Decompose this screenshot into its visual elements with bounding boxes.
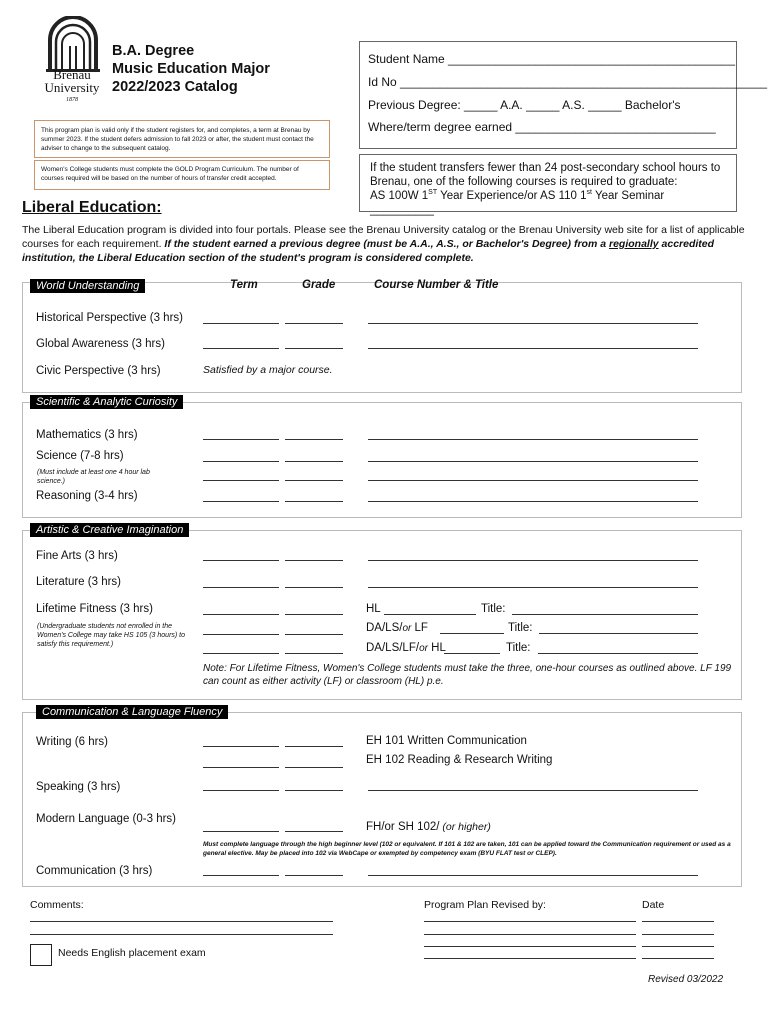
req-reasoning: Reasoning (3-4 hrs) [36, 490, 138, 502]
req-language: Modern Language (0-3 hrs) [36, 813, 176, 825]
term-field[interactable] [203, 480, 279, 481]
grade-field[interactable] [285, 323, 343, 324]
column-grade: Grade [302, 279, 336, 291]
grade-field[interactable] [285, 461, 343, 462]
grade-field[interactable] [285, 348, 343, 349]
liberal-education-intro: The Liberal Education program is divided into four portals. Please see the Brenau University catalog or the Brenau University web site for a list of applicable courses for each requirement. If the student earned a previous degree (must be A.A., A.S., or Bachelor's Degree) from a regionally accredited institution, the Liberal Education section of the student's program is considered complete. [22, 224, 745, 264]
term-field[interactable] [203, 653, 279, 654]
date-field[interactable] [642, 946, 714, 947]
term-field[interactable] [203, 746, 279, 747]
revised-by-field[interactable] [424, 958, 636, 959]
term-field[interactable] [203, 831, 279, 832]
science-note: (Must include at least one 4 hour lab science.) [37, 469, 150, 485]
course-field[interactable] [368, 587, 698, 588]
logo-wordmark: Brenau University [44, 67, 100, 95]
dals-course-field[interactable] [440, 633, 504, 634]
req-historical: Historical Perspective (3 hrs) [36, 312, 183, 324]
req-speaking: Speaking (3 hrs) [36, 781, 121, 793]
grade-field[interactable] [285, 560, 343, 561]
dals-title-field[interactable] [539, 633, 698, 634]
dalslf-title-label: Title: [506, 642, 531, 654]
fitness-note: (Undergraduate students not enrolled in the Women's College may take HS 105 (3 hours) to satisfy this requirement.) [37, 623, 186, 648]
civic-note: Satisfied by a major course. [203, 364, 333, 376]
brenau-arch-logo-icon [38, 16, 108, 72]
course-field[interactable] [368, 348, 698, 349]
womens-college-note: Women's College students must complete the GOLD Program Curriculum. The number of courses required will be based on the number of hours of transfer credit accepted. [34, 160, 330, 190]
hl-course-field[interactable] [384, 614, 476, 615]
fitness-footnote: Note: For Lifetime Fitness, Women's College students must take the three, one-hour courses as outlined above. LF 199 can count as either activity (LF) or classroom (HL) p.e. [203, 663, 732, 687]
term-field[interactable] [203, 439, 279, 440]
course-field[interactable] [368, 480, 698, 481]
date-field[interactable] [642, 958, 714, 959]
transfer-requirement-box: If the student transfers fewer than 24 post-secondary school hours to Brenau, one of the following courses is required to graduate: AS 100W 1ST Year Experience/or AS 110 1st Year Seminar __________ [359, 154, 737, 212]
grade-field[interactable] [285, 653, 343, 654]
portal-artistic: Artistic & Creative Imagination [30, 523, 189, 537]
portal-communication: Communication & Language Fluency [36, 705, 228, 719]
revision-date: Revised 03/2022 [648, 974, 724, 985]
term-field[interactable] [203, 348, 279, 349]
previous-degree-field[interactable]: Previous Degree: _____ A.A. _____ A.S. _____ Bachelor's [368, 98, 681, 112]
language-note: Must complete language through the high beginner level (102 or equivalent. If 101 & 102 are taken, 101 can be applied toward the Communication requirement or used as a general elective. May be placed into 102 via WebCape or exempted by competency exam (BYU FLAT test or CLEP). [203, 841, 731, 857]
term-field[interactable] [203, 790, 279, 791]
course-field[interactable] [368, 439, 698, 440]
revised-by-field[interactable] [424, 934, 636, 935]
liberal-education-heading: Liberal Education: [22, 199, 162, 216]
course-field[interactable] [368, 461, 698, 462]
grade-field[interactable] [285, 587, 343, 588]
logo-year: 1878 [66, 97, 78, 103]
course-field[interactable] [368, 790, 698, 791]
req-literature: Literature (3 hrs) [36, 576, 122, 588]
dalslf-title-field[interactable] [538, 653, 698, 654]
grade-field[interactable] [285, 767, 343, 768]
term-field[interactable] [203, 587, 279, 588]
comments-field[interactable] [30, 934, 333, 935]
column-term: Term [230, 279, 258, 291]
grade-field[interactable] [285, 634, 343, 635]
fh-sh-label: FH/or SH 102/ (or higher) [366, 821, 491, 833]
column-course: Course Number & Title [374, 279, 499, 291]
grade-field[interactable] [285, 480, 343, 481]
hl-label: HL [366, 603, 381, 615]
eh102-label: EH 102 Reading & Research Writing [366, 754, 553, 766]
revised-by-field[interactable] [424, 921, 636, 922]
dals-title-label: Title: [508, 622, 533, 634]
course-field[interactable] [368, 501, 698, 502]
plan-validity-note: This program plan is valid only if the student registers for, and completes, a term at Brenau by summer 2023. If the student defers admission to fall 2023 or after, the student must contact the adviser to change to the subsequent catalog. [34, 120, 330, 158]
term-field[interactable] [203, 614, 279, 615]
hl-title-label: Title: [481, 603, 506, 615]
grade-field[interactable] [285, 614, 343, 615]
req-fitness: Lifetime Fitness (3 hrs) [36, 603, 153, 615]
student-info-box [359, 41, 768, 149]
grade-field[interactable] [285, 790, 343, 791]
grade-field[interactable] [285, 831, 343, 832]
term-field[interactable] [203, 461, 279, 462]
portal-scientific: Scientific & Analytic Curiosity [30, 395, 183, 409]
term-field[interactable] [203, 323, 279, 324]
page-title: B.A. Degree Music Education Major 2022/2023 Catalog [112, 43, 270, 95]
date-field[interactable] [642, 921, 714, 922]
portal-world-understanding: World Understanding [30, 279, 145, 293]
date-label: Date [642, 899, 665, 911]
degree-earned-field[interactable]: Where/term degree earned ______________________________ [368, 120, 716, 134]
english-placement-label: Needs English placement exam [58, 947, 206, 959]
grade-field[interactable] [285, 746, 343, 747]
req-civic: Civic Perspective (3 hrs) [36, 365, 161, 377]
term-field[interactable] [203, 767, 279, 768]
grade-field[interactable] [285, 501, 343, 502]
student-name-field[interactable]: Student Name ___________________________________________ [368, 52, 736, 66]
grade-field[interactable] [285, 875, 343, 876]
grade-field[interactable] [285, 439, 343, 440]
req-fine-arts: Fine Arts (3 hrs) [36, 550, 118, 562]
term-field[interactable] [203, 634, 279, 635]
req-communication: Communication (3 hrs) [36, 865, 153, 877]
english-placement-checkbox[interactable] [30, 944, 52, 966]
req-writing: Writing (6 hrs) [36, 736, 108, 748]
revised-by-field[interactable] [424, 946, 636, 947]
comments-field[interactable] [30, 921, 333, 922]
req-math: Mathematics (3 hrs) [36, 429, 138, 441]
dalslf-course-field[interactable] [444, 653, 500, 654]
course-field[interactable] [368, 875, 698, 876]
term-field[interactable] [203, 560, 279, 561]
hl-title-field[interactable] [512, 614, 698, 615]
student-id-field[interactable]: Id No _______________________________________________________ [368, 75, 768, 89]
eh101-label: EH 101 Written Communication [366, 735, 527, 747]
date-field[interactable] [642, 934, 714, 935]
term-field[interactable] [203, 875, 279, 876]
dals-lf-label: DA/LS/or LF [366, 622, 428, 634]
revised-by-label: Program Plan Revised by: [424, 899, 546, 911]
req-global: Global Awareness (3 hrs) [36, 338, 165, 350]
req-science: Science (7-8 hrs) [36, 450, 124, 462]
course-field[interactable] [368, 323, 698, 324]
course-field[interactable] [368, 560, 698, 561]
term-field[interactable] [203, 501, 279, 502]
comments-label: Comments: [30, 899, 84, 911]
dalslf-hl-label: DA/LS/LF/or HL [366, 642, 446, 654]
